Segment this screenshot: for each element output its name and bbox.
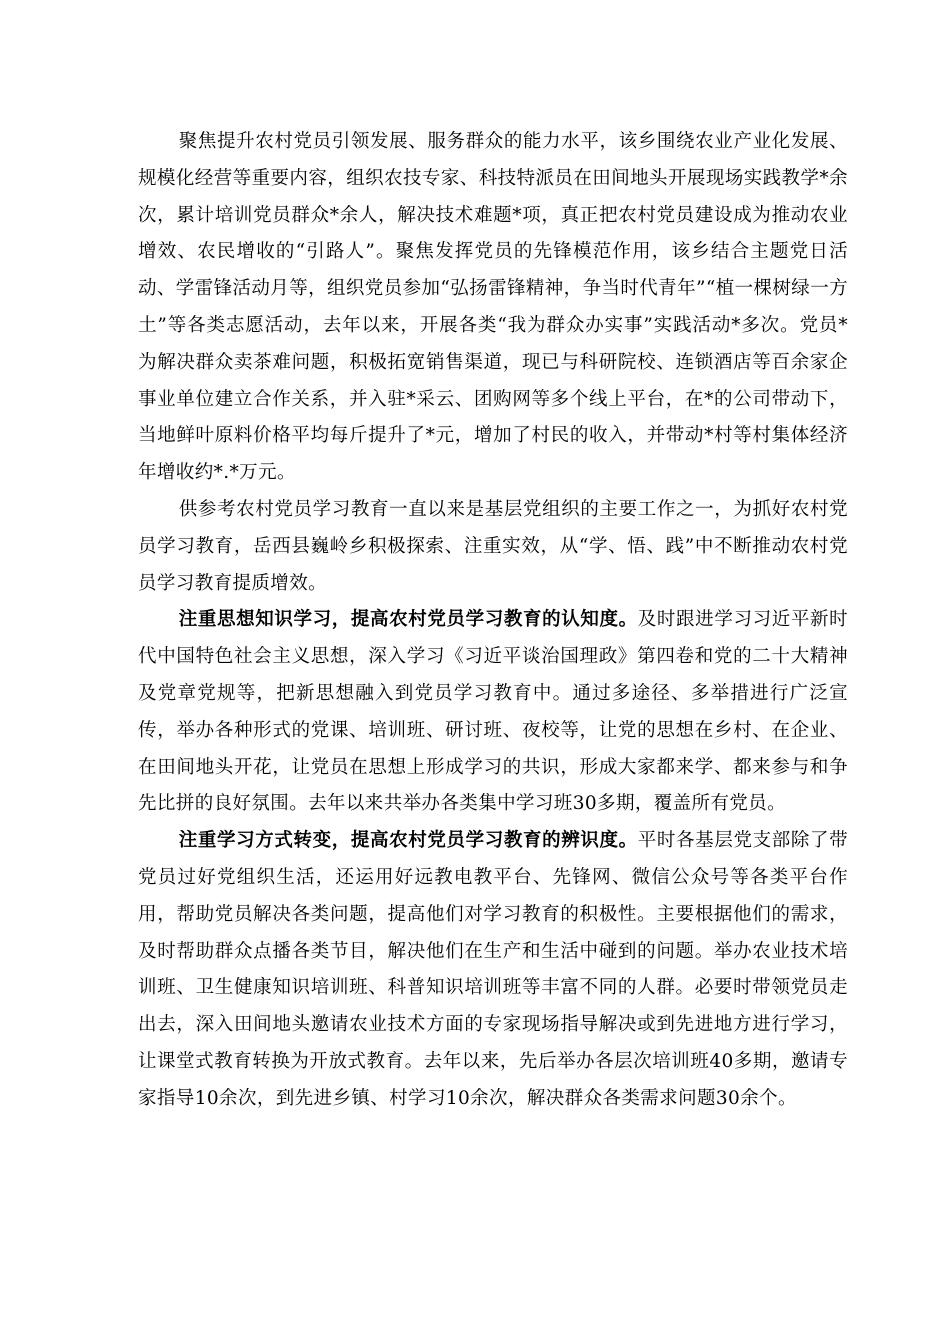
paragraph-1 [138,124,848,492]
paragraph-4 [138,823,848,1117]
paragraph-4-text: 平时各基层党支部除了带党员过好党组织生活，还运用好远教电教平台、先锋网、微信公众号等各类平台作用，帮助党员解决各类问题，提高他们对学习教育的积极性。主要根据他们的需求，及时帮助群众点播各类节目，解决他们在生产和生活中碰到的问题。举办农业技术培训班、卫生健康知识培训班、科普知识培训班等丰富不同的人群。必要时带领党员走出去，深入田间地头邀请农业技术方面的专家现场指导解决或到先进地方进行学习，让课堂式教育转换为开放式教育。去年以来，先后举办各层次培训班40多期，邀请专家指导10余次，到先进乡镇、村学习10余次，解决群众各类需求问题30余个。 [138,830,848,1109]
paragraph-3-lead: 注重思想知识学习，提高农村党员学习教育的认知度。 [178,609,638,631]
paragraph-3-text: 及时跟进学习习近平新时代中国特色社会主义思想，深入学习《习近平谈治国理政》第四卷和党的二十大精神及党章党规等，把新思想融入到党员学习教育中。通过多途径、多举措进行广泛宣传，举办各种形式的党课、培训班、研讨班、夜校等，让党的思想在乡村、在企业、在田间地头开花，让党员在思想上形成学习的共识，形成大家都来学、都来参与和争先比拼的良好氛围。去年以来共举办各类集中学习班30多期，覆盖所有党员。 [138,609,848,815]
paragraph-2 [138,492,848,602]
paragraph-2-text: 供参考农村党员学习教育一直以来是基层党组织的主要工作之一，为抓好农村党员学习教育，岳西县巍岭乡积极探索、注重实效，从“学、悟、践”中不断推动农村党员学习教育提质增效。 [138,498,848,594]
paragraph-3 [138,602,848,823]
paragraph-1-text: 聚焦提升农村党员引领发展、服务群众的能力水平，该乡围绕农业产业化发展、规模化经营等重要内容，组织农技专家、科技特派员在田间地头开展现场实践教学*余次，累计培训党员群众*余人，解决技术难题*项，真正把农村党员建设成为推动农业增效、农民增收的“引路人”。聚焦发挥党员的先锋模范作用，该乡结合主题党日活动、学雷锋活动月等，组织党员参加“弘扬雷锋精神，争当时代青年”“植一棵树绿一方土”等各类志愿活动，去年以来，开展各类“我为群众办实事”实践活动*多次。党员*为解决群众卖茶难问题，积极拓宽销售渠道，现已与科研院校、连锁酒店等百余家企事业单位建立合作关系，并入驻*采云、团购网等多个线上平台，在*的公司带动下，当地鲜叶原料价格平均每斤提升了*元，增加了村民的收入，并带动*村等村集体经济年增收约*.*万元。 [138,131,848,484]
document-body [138,124,848,1118]
paragraph-4-lead: 注重学习方式转变，提高农村党员学习教育的辨识度。 [178,830,638,852]
